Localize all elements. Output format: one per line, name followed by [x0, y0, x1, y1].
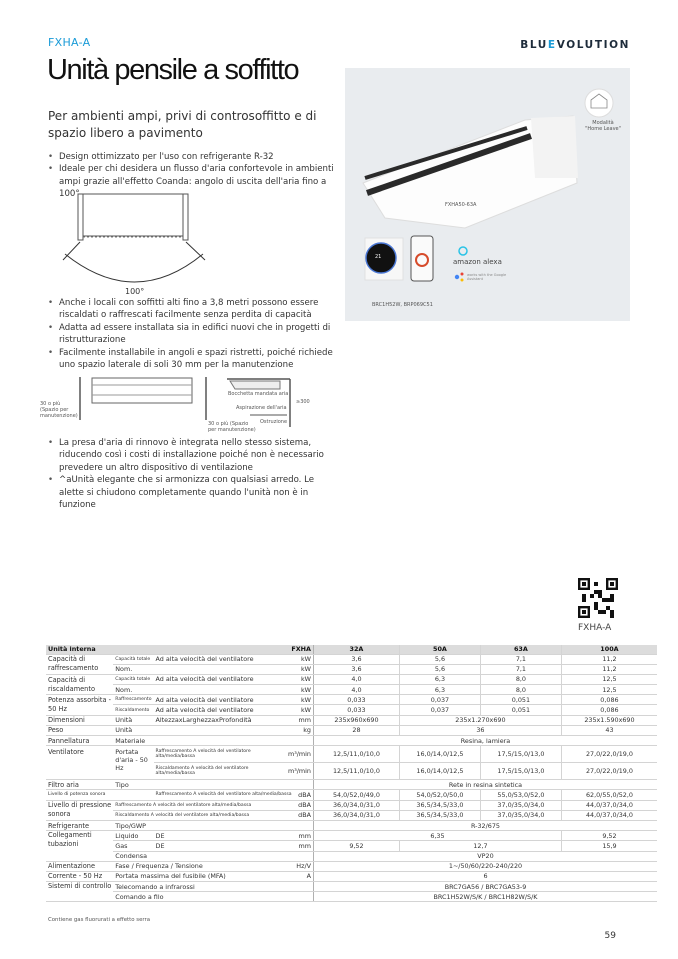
controller-caption: BRC1H52W, BRP069C51	[372, 302, 433, 308]
clearance-diagram	[40, 375, 330, 433]
table-row: Comando a filo BRC1H52W/S/K / BRC1H82W/S/K	[46, 892, 657, 902]
table-row: Nom. kW 3,6 5,6 7,1 11,2	[46, 664, 657, 674]
model-32a: 32A	[313, 645, 399, 654]
footnote: Contiene gas fluorurati a effetto serra	[48, 917, 151, 923]
coanda-airflow-diagram	[55, 190, 215, 300]
feature-item: • ^aUnità elegante che si armonizza con qualsiasi arredo. Le alette si chiudono completamente quando l'unità non è in funzione	[48, 474, 340, 511]
right-clearance-label: 30 o più (Spazio per manutenzione)	[208, 421, 256, 433]
bluevolution-logo: BLUEVOLUTION	[520, 39, 630, 51]
unit-caption: FXHA50-63A	[445, 202, 477, 208]
model-100a: 100A	[561, 645, 657, 654]
table-row: Filtro aria Tipo Rete in resina sintetica	[46, 780, 657, 790]
angle-label: 100°	[125, 287, 145, 296]
table-row: Riscaldamento Ad alta velocità del ventilatore kW 0,033 0,037 0,051 0,086	[46, 705, 657, 715]
spec-table	[46, 645, 657, 902]
feature-list-3	[48, 437, 340, 511]
table-row: Collegamenti tubazioni Liquido DE mm 6,35 9,52	[46, 831, 657, 841]
table-row: Sistemi di controllo Telecomando a infrarossi BRC7GA56 / BRC7GA53-9	[46, 882, 657, 892]
alexa-logo: amazon alexa	[453, 258, 502, 266]
qr-label: FXHA-A	[578, 623, 612, 633]
header-series: FXHA	[264, 645, 314, 654]
table-row: Livello di potenza sonora Raffrescamento A velocità del ventilatore alta/media/bassa dBA 54,0/52,0/49,0 54,0/52,0/50,0 55,0/53,0/52,0 62,0/55,0/52,0	[46, 790, 657, 800]
google-assistant-label: works with the Google Assistant	[467, 273, 507, 281]
table-row: Dimensioni Unità AltezzaxLarghezzaxProfondità mm 235x960x690 235x1.270x690 235x1.590x690	[46, 715, 657, 725]
feature-item: • Design ottimizzato per l'uso con refrigerante R-32	[48, 151, 340, 163]
left-clearance-label: 30 o più (Spazio per manutenzione)	[40, 401, 78, 419]
height-label: ≥300	[296, 399, 310, 405]
table-header-row	[46, 645, 657, 654]
model-tag: FXHA-A	[48, 36, 91, 49]
product-image-panel	[345, 68, 630, 321]
qr-code[interactable]	[578, 578, 618, 618]
obstruction-label: Ostruzione	[260, 419, 288, 425]
intake-label: Aspirazione dell'aria	[236, 405, 287, 411]
table-row: Refrigerante Tipo/GWP R-32/675	[46, 820, 657, 830]
feature-item: • La presa d'aria di rinnovo è integrata nello stesso sistema, riducendo così i costi di installazione poiché non è necessario prevedere un altro dispositivo di ventilazione	[48, 437, 340, 474]
table-row: Riscaldamento A velocità del ventilatore alta/media/bassa dBA 36,0/34,0/31,0 36,5/34,5/33,0 37,0/35,0/34,0 44,0/37,0/34,0	[46, 810, 657, 820]
outlet-label: Bocchetta mandata aria	[228, 391, 289, 397]
table-row: Riscaldamento A velocità del ventilatore alta/media/bassa m³/min 12,5/11,0/10,0 16,0/14,0/12,5 17,5/15,0/13,0 27,0/22,0/19,0	[46, 763, 657, 780]
model-50a: 50A	[399, 645, 480, 654]
home-leave-label: Modalità "Home Leave"	[585, 120, 621, 132]
header-label: Unità interna	[46, 645, 264, 654]
page-number: 59	[604, 931, 616, 941]
model-63a: 63A	[480, 645, 561, 654]
table-row: Gas DE mm 9,52 12,7 15,9	[46, 841, 657, 851]
feature-item: • Anche i locali con soffitti alti fino a 3,8 metri possono essere riscaldati o raffrescati facilmente senza perdita di capacità	[48, 297, 340, 322]
table-row: Alimentazione Fase / Frequenza / Tensione Hz/V 1~/50/60/220-240/220	[46, 861, 657, 871]
feature-item: • Facilmente installabile in angoli e spazi ristretti, poiché richiede uno spazio laterale di soli 30 mm per la manutenzione	[48, 347, 340, 372]
table-row: Peso Unità kg 28 36 43	[46, 725, 657, 735]
page-subtitle: Per ambienti ampi, privi di controsoffitto e di spazio libero a pavimento	[48, 109, 317, 140]
table-row: Capacità di raffrescamento Capacità totale Ad alta velocità del ventilatore kW 3,6 5,6 7,1 11,2	[46, 654, 657, 664]
ceiling-unit-illustration	[345, 68, 630, 321]
table-row: Livello di pressione sonora Raffrescamento A velocità del ventilatore alta/media/bassa dBA 36,0/34,0/31,0 36,5/34,5/33,0 37,0/35,0/34,0 44,0/37,0/34,0	[46, 800, 657, 810]
table-row: Capacità di riscaldamento Capacità totale Ad alta velocità del ventilatore kW 4,0 6,3 8,0 12,5	[46, 674, 657, 684]
table-row: Corrente - 50 Hz Portata massima del fusibile (MFA) A 6	[46, 871, 657, 881]
feature-item: • Adatta ad essere installata sia in edifici nuovi che in progetti di ristrutturazione	[48, 322, 340, 347]
table-row: Condensa VP20	[46, 851, 657, 861]
table-row: Ventilatore Portata d'aria - 50 Hz Raffrescamento A velocità del ventilatore alta/media/bassa m³/min 12,5/11,0/10,0 16,0/14,0/12,5 17,5/15,0/13,0 27,0/22,0/19,0	[46, 746, 657, 763]
feature-list-2	[48, 297, 340, 371]
page-title: Unità pensile a soffitto	[47, 54, 299, 86]
table-row: Pannellatura Materiale Resina, lamiera	[46, 736, 657, 746]
table-row: Potenza assorbita - 50 Hz Raffrescamento Ad alta velocità del ventilatore kW 0,033 0,037 0,051 0,086	[46, 695, 657, 705]
thermostat-temperature: 21	[375, 254, 382, 260]
feature-item: • Ideale per chi desidera un flusso d'aria confortevole in ambienti ampi grazie all'effetto Coanda: angolo di uscita dell'aria fino a 100°	[48, 163, 340, 200]
table-row: Nom. kW 4,0 6,3 8,0 12,5	[46, 685, 657, 695]
